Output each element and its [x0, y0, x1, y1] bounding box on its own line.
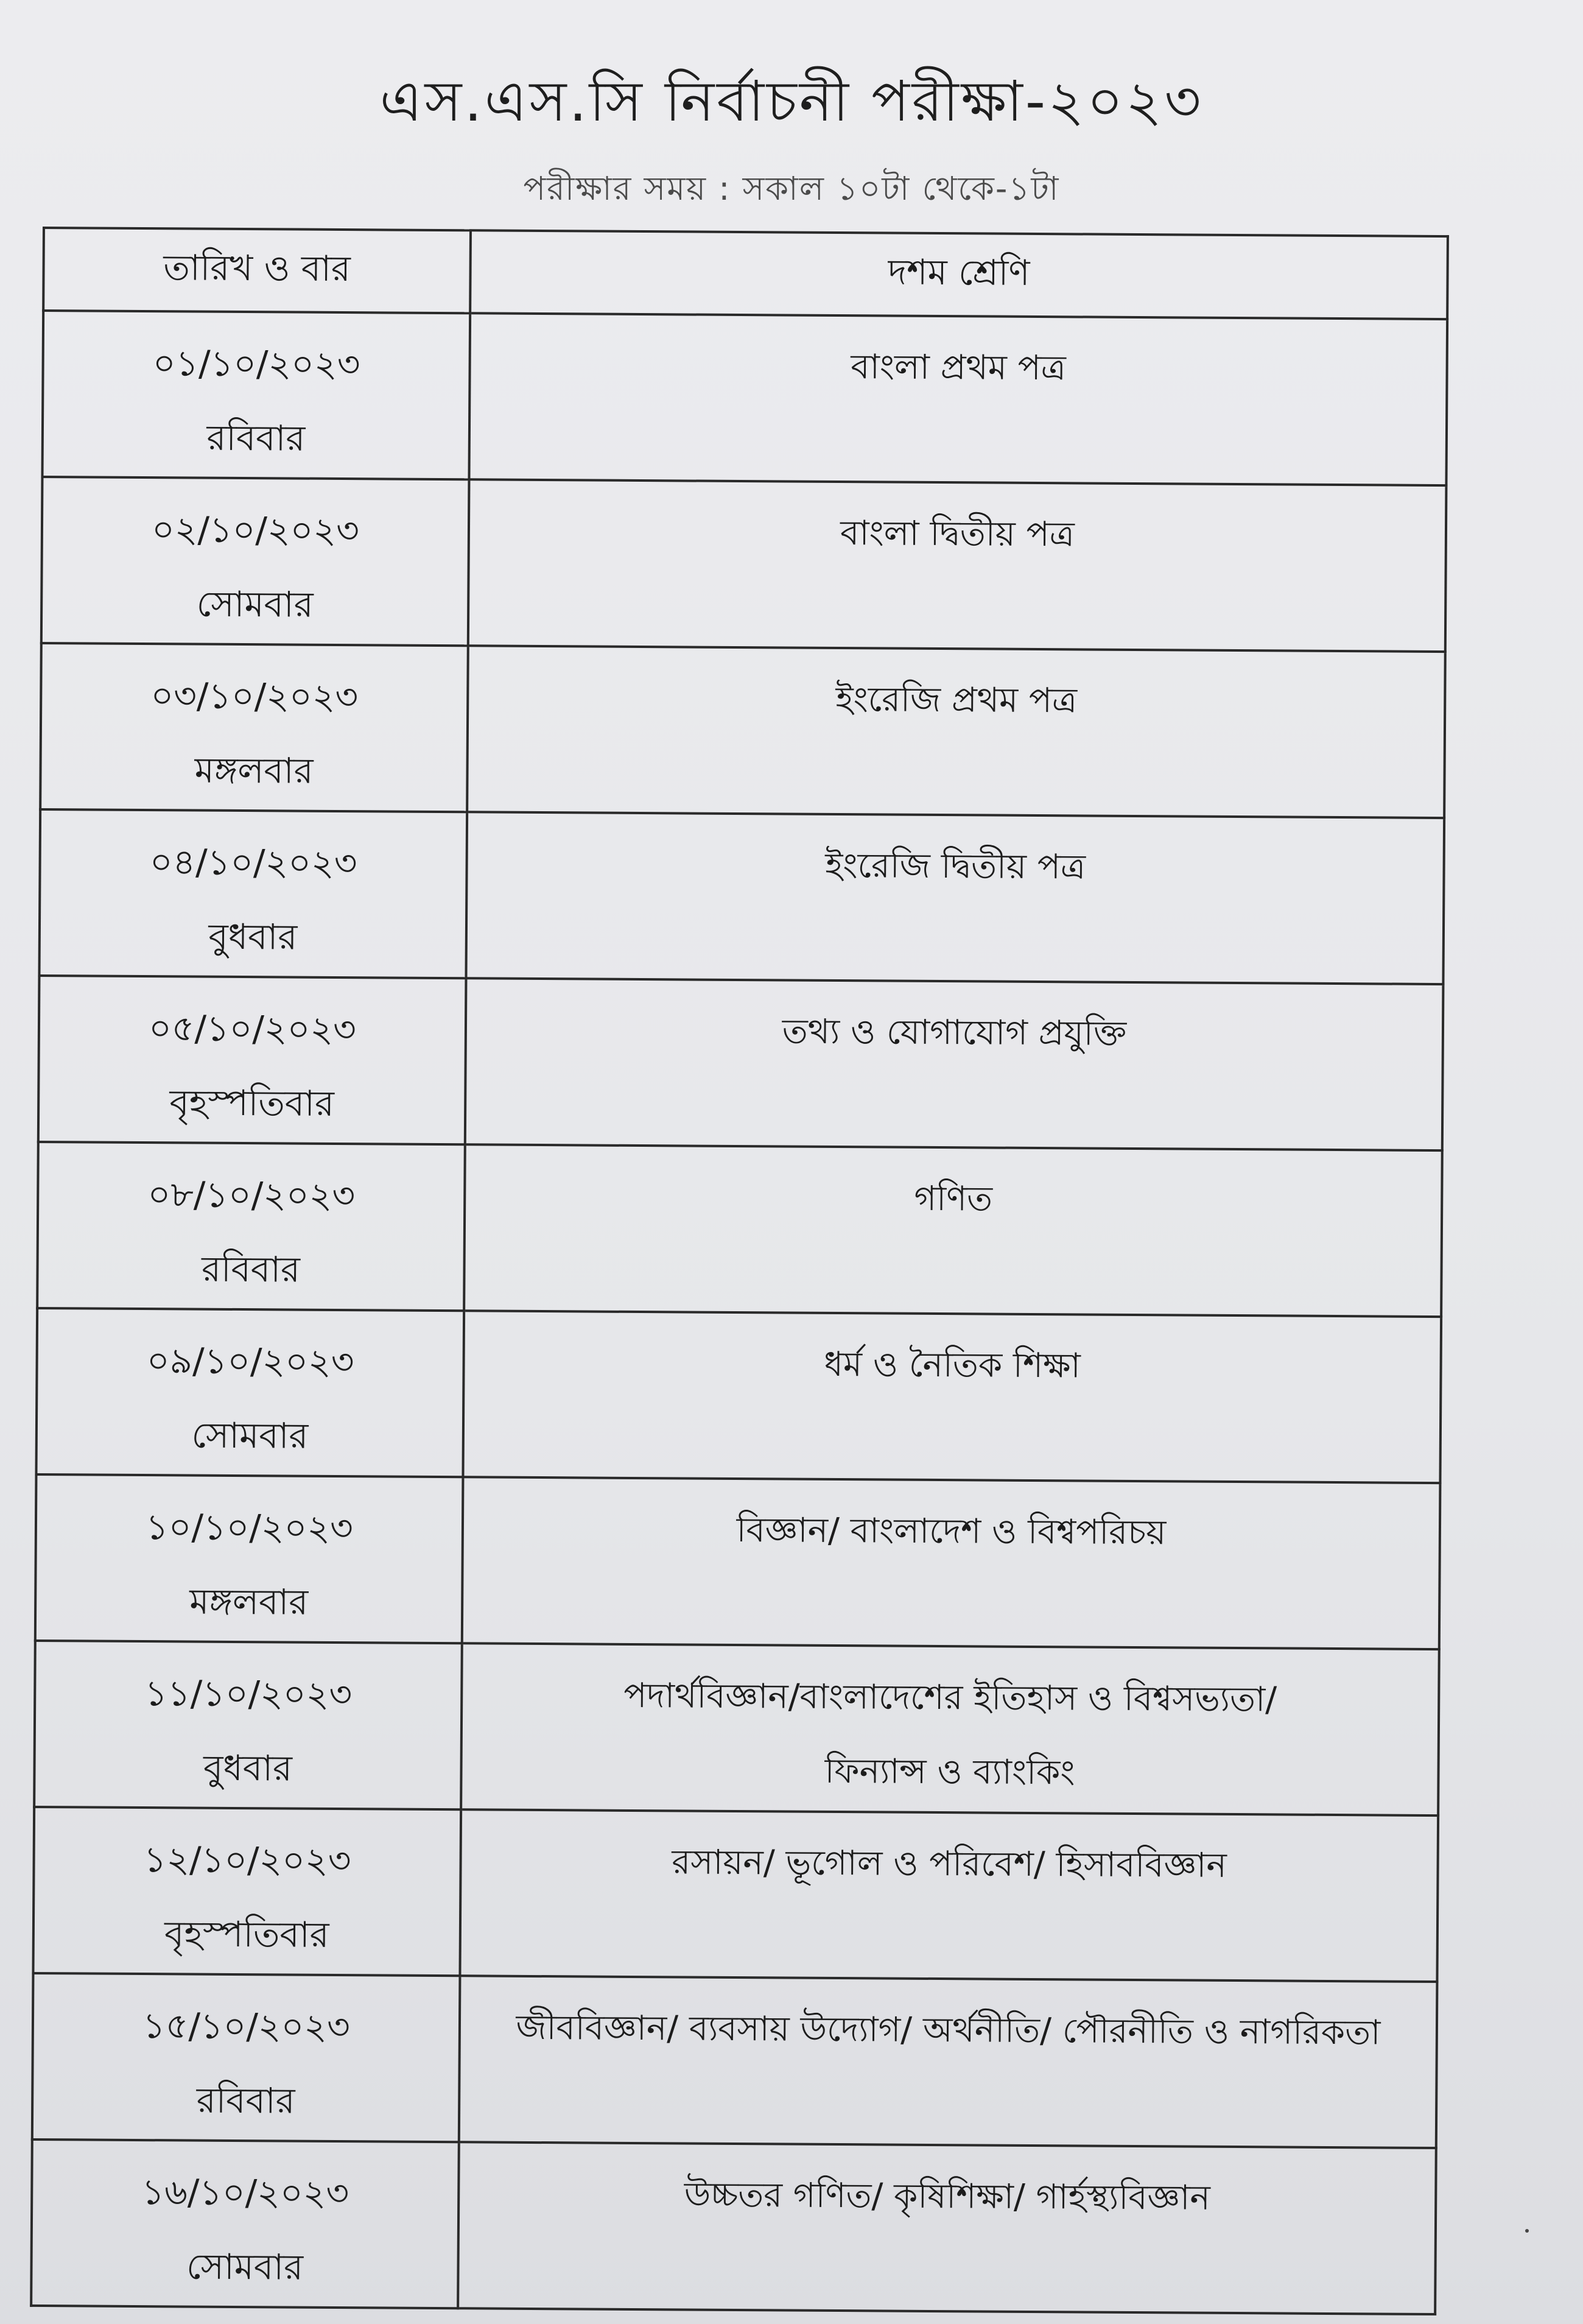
exam-date: ০৩/১০/২০২৩ — [150, 675, 359, 718]
table-row — [40, 643, 1445, 818]
date-cell — [40, 643, 468, 812]
exam-date: ১০/১০/২০২৩ — [145, 1506, 353, 1549]
exam-date: ০২/১০/২০২৩ — [151, 509, 360, 552]
exam-date: ১২/১০/২০২৩ — [143, 1839, 351, 1882]
table-header-row — [43, 228, 1448, 319]
exam-time-note: পরীক্ষার সময় : সকাল ১০টা থেকে-১টা — [523, 169, 1060, 208]
exam-day: সোমবার — [191, 1414, 309, 1457]
exam-date: ১১/১০/২০২৩ — [144, 1672, 353, 1716]
subject-cell — [469, 313, 1447, 485]
table-row — [39, 809, 1444, 984]
subject-name: ধর্ম ও নৈতিক শিক্ষা — [824, 1344, 1081, 1386]
date-cell — [32, 1973, 460, 2142]
table-row — [38, 976, 1444, 1150]
exam-date: ০১/১০/২০২৩ — [152, 342, 360, 386]
subject-cell — [468, 479, 1447, 652]
exam-day: রবিবার — [206, 417, 306, 459]
subject-cell — [464, 1144, 1442, 1317]
table-row — [33, 1807, 1438, 1982]
table-row — [34, 1641, 1439, 1815]
subject-name: তথ্য ও যোগাযোগ প্রযুক্তি — [782, 1012, 1127, 1054]
exam-day: রবিবার — [196, 2079, 295, 2122]
exam-day: বুধবার — [208, 915, 298, 958]
date-cell — [34, 1641, 462, 1809]
table-row — [32, 1973, 1437, 2148]
subject-cell — [460, 1809, 1438, 1982]
date-cell — [39, 809, 467, 978]
exam-day: বুধবার — [203, 1747, 293, 1789]
date-cell — [33, 1807, 461, 1976]
exam-day: সোমবার — [186, 2245, 304, 2288]
date-cell — [35, 1474, 463, 1643]
document-title: এস.এস.সি নির্বাচনী পরীক্ষা-২০২৩ — [379, 69, 1204, 134]
subject-name: উচ্চতর গণিত/ কৃষিশিক্ষা/ গার্হস্থ্যবিজ্ঞান — [684, 2175, 1210, 2218]
exam-date: ০৫/১০/২০২৩ — [148, 1007, 356, 1051]
paper-speck — [1525, 2229, 1529, 2233]
exam-date: ১৬/১০/২০২৩ — [141, 2171, 349, 2214]
exam-date: ০৪/১০/২০২৩ — [149, 841, 357, 884]
table-row — [36, 1308, 1441, 1483]
subject-name: পদার্থবিজ্ঞান/বাংলাদেশের ইতিহাস ও বিশ্বসভ্যতা/ — [623, 1675, 1277, 1720]
date-cell — [41, 477, 469, 646]
table-row — [42, 311, 1447, 485]
subject-name: জীববিজ্ঞান/ ব্যবসায় উদ্যোগ/ অর্থনীতি/ পৌরনীতি ও নাগরিকতা — [516, 2007, 1381, 2053]
date-cell — [42, 311, 470, 479]
subject-name: গণিত — [914, 1178, 993, 1219]
exam-date: ১৫/১০/২০২৩ — [142, 2005, 350, 2048]
exam-date: ০৮/১০/২০২৩ — [147, 1174, 356, 1217]
table-row — [41, 477, 1447, 652]
subject-name: ইংরেজি দ্বিতীয় পত্র — [825, 845, 1086, 887]
subject-name-line2: ফিন্যান্স ও ব্যাংকিং — [824, 1751, 1075, 1793]
date-cell — [31, 2139, 459, 2308]
table-row — [37, 1142, 1442, 1317]
table-row — [35, 1474, 1441, 1649]
subject-name: বাংলা দ্বিতীয় পত্র — [840, 513, 1075, 555]
subject-cell — [461, 1643, 1439, 1815]
subject-name: রসায়ন/ ভূগোল ও পরিবেশ/ হিসাববিজ্ঞান — [672, 1842, 1227, 1886]
subject-cell — [466, 812, 1444, 984]
subject-cell — [463, 1311, 1441, 1483]
exam-schedule-table — [30, 227, 1449, 2315]
subject-cell — [467, 646, 1445, 818]
table-row — [31, 2139, 1436, 2314]
subject-cell — [462, 1477, 1441, 1649]
exam-day: বৃহস্পতিবার — [169, 1082, 335, 1124]
subject-name: বাংলা প্রথম পত্র — [851, 347, 1067, 389]
exam-day: রবিবার — [201, 1248, 301, 1291]
subject-cell — [458, 2142, 1436, 2314]
exam-day: মঙ্গলবার — [194, 749, 314, 792]
exam-date: ০৯/১০/২০২৩ — [146, 1340, 354, 1383]
date-cell — [36, 1308, 464, 1477]
header-date-day: তারিখ ও বার — [43, 228, 471, 313]
exam-day: মঙ্গলবার — [189, 1580, 309, 1623]
subject-name: ইংরেজি প্রথম পত্র — [835, 679, 1078, 721]
subject-cell — [465, 978, 1444, 1150]
date-cell — [37, 1142, 465, 1311]
subject-name: বিজ্ঞান/ বাংলাদেশ ও বিশ্বপরিচয় — [736, 1510, 1167, 1553]
exam-day: সোমবার — [196, 583, 314, 625]
date-cell — [38, 976, 466, 1144]
header-class: দশম শ্রেণি — [470, 230, 1448, 319]
subject-cell — [459, 1976, 1437, 2148]
exam-day: বৃহস্পতিবার — [164, 1913, 329, 1956]
